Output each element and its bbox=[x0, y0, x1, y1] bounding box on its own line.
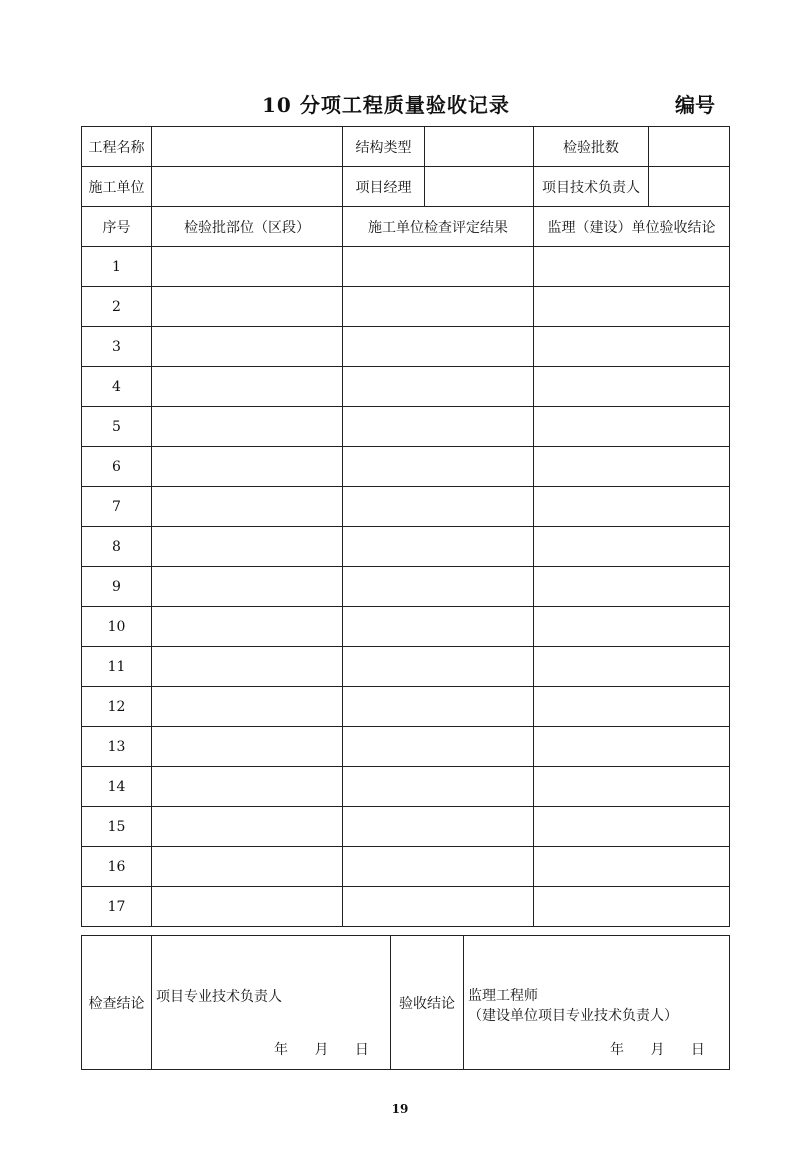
row-number: 8 bbox=[82, 527, 152, 567]
supervisor-result-cell[interactable] bbox=[534, 247, 730, 287]
table-row bbox=[82, 807, 730, 847]
contractor-result-cell[interactable] bbox=[343, 487, 534, 527]
contractor-result-cell[interactable] bbox=[343, 447, 534, 487]
contractor-result-cell[interactable] bbox=[343, 247, 534, 287]
contractor-result-cell[interactable] bbox=[343, 727, 534, 767]
contractor-result-cell[interactable] bbox=[343, 807, 534, 847]
location-cell[interactable] bbox=[152, 727, 343, 767]
column-header-supervisor-result: 监理（建设）单位验收结论 bbox=[534, 207, 730, 247]
title-number: 10 bbox=[262, 93, 292, 117]
batch-count-field[interactable] bbox=[649, 127, 730, 167]
title-text: 分项工程质量验收记录 bbox=[299, 93, 510, 117]
contractor-label: 施工单位 bbox=[82, 167, 152, 207]
inspection-date bbox=[252, 1039, 369, 1059]
acceptance-signer-note: （建设单位项目专业技术负责人） bbox=[468, 1008, 678, 1024]
column-header-location: 检验批部位（区段） bbox=[152, 207, 343, 247]
table-row bbox=[82, 247, 730, 287]
contractor-result-cell[interactable] bbox=[343, 287, 534, 327]
row-number: 6 bbox=[82, 447, 152, 487]
table-row bbox=[82, 687, 730, 727]
contractor-result-cell[interactable] bbox=[343, 367, 534, 407]
table-row bbox=[82, 847, 730, 887]
location-cell[interactable] bbox=[152, 647, 343, 687]
acceptance-year-label: 年 bbox=[610, 1042, 624, 1058]
project-name-label: 工程名称 bbox=[82, 127, 152, 167]
table-row bbox=[82, 647, 730, 687]
project-manager-field[interactable] bbox=[425, 167, 534, 207]
contractor-result-cell[interactable] bbox=[343, 327, 534, 367]
row-number: 4 bbox=[82, 367, 152, 407]
row-number: 1 bbox=[82, 247, 152, 287]
inspection-year-label: 年 bbox=[274, 1042, 288, 1058]
contractor-result-cell[interactable] bbox=[343, 687, 534, 727]
column-header-contractor-result: 施工单位检查评定结果 bbox=[343, 207, 534, 247]
row-number: 11 bbox=[82, 647, 152, 687]
supervisor-result-cell[interactable] bbox=[534, 447, 730, 487]
page-title bbox=[262, 89, 510, 118]
location-cell[interactable] bbox=[152, 807, 343, 847]
row-number: 12 bbox=[82, 687, 152, 727]
project-manager-label: 项目经理 bbox=[343, 167, 425, 207]
column-header-seq: 序号 bbox=[82, 207, 152, 247]
table-row bbox=[82, 567, 730, 607]
contractor-result-cell[interactable] bbox=[343, 567, 534, 607]
supervisor-result-cell[interactable] bbox=[534, 687, 730, 727]
location-cell[interactable] bbox=[152, 527, 343, 567]
row-number: 14 bbox=[82, 767, 152, 807]
supervisor-result-cell[interactable] bbox=[534, 727, 730, 767]
acceptance-signer bbox=[468, 986, 678, 1026]
supervisor-result-cell[interactable] bbox=[534, 487, 730, 527]
supervisor-result-cell[interactable] bbox=[534, 327, 730, 367]
contractor-result-cell[interactable] bbox=[343, 887, 534, 927]
tech-lead-field[interactable] bbox=[649, 167, 730, 207]
supervisor-result-cell[interactable] bbox=[534, 527, 730, 567]
location-cell[interactable] bbox=[152, 607, 343, 647]
row-number: 13 bbox=[82, 727, 152, 767]
structure-type-field[interactable] bbox=[425, 127, 534, 167]
row-number: 15 bbox=[82, 807, 152, 847]
acceptance-signer-label: 监理工程师 bbox=[468, 988, 538, 1004]
structure-type-label: 结构类型 bbox=[343, 127, 425, 167]
row-number: 16 bbox=[82, 847, 152, 887]
contractor-result-cell[interactable] bbox=[343, 847, 534, 887]
table-row bbox=[82, 887, 730, 927]
contractor-result-cell[interactable] bbox=[343, 767, 534, 807]
table-row bbox=[82, 367, 730, 407]
inspection-conclusion-label: 检查结论 bbox=[82, 936, 152, 1070]
record-table bbox=[81, 126, 730, 927]
inspection-day-label: 日 bbox=[354, 1042, 369, 1058]
acceptance-conclusion-cell[interactable] bbox=[464, 936, 730, 1070]
supervisor-result-cell[interactable] bbox=[534, 287, 730, 327]
table-row bbox=[82, 487, 730, 527]
project-name-field[interactable] bbox=[152, 127, 343, 167]
row-number: 7 bbox=[82, 487, 152, 527]
row-number: 5 bbox=[82, 407, 152, 447]
inspection-signer-label: 项目专业技术负责人 bbox=[156, 989, 282, 1005]
acceptance-date bbox=[588, 1039, 705, 1059]
acceptance-day-label: 日 bbox=[690, 1042, 705, 1058]
row-number: 17 bbox=[82, 887, 152, 927]
row-number: 3 bbox=[82, 327, 152, 367]
table-row bbox=[82, 767, 730, 807]
acceptance-month-label: 月 bbox=[650, 1042, 665, 1058]
contractor-result-cell[interactable] bbox=[343, 407, 534, 447]
conclusion-table bbox=[81, 935, 730, 1070]
table-row bbox=[82, 727, 730, 767]
table-row bbox=[82, 287, 730, 327]
location-cell[interactable] bbox=[152, 367, 343, 407]
supervisor-result-cell[interactable] bbox=[534, 887, 730, 927]
supervisor-result-cell[interactable] bbox=[534, 607, 730, 647]
row-number: 10 bbox=[82, 607, 152, 647]
contractor-result-cell[interactable] bbox=[343, 607, 534, 647]
inspection-month-label: 月 bbox=[314, 1042, 329, 1058]
tech-lead-label: 项目技术负责人 bbox=[534, 167, 649, 207]
row-number: 2 bbox=[82, 287, 152, 327]
supervisor-result-cell[interactable] bbox=[534, 367, 730, 407]
location-cell[interactable] bbox=[152, 407, 343, 447]
supervisor-result-cell[interactable] bbox=[534, 807, 730, 847]
supervisor-result-cell[interactable] bbox=[534, 407, 730, 447]
location-cell[interactable] bbox=[152, 887, 343, 927]
location-cell[interactable] bbox=[152, 487, 343, 527]
supervisor-result-cell[interactable] bbox=[534, 767, 730, 807]
batch-count-label: 检验批数 bbox=[534, 127, 649, 167]
page-number: 19 bbox=[391, 1102, 409, 1116]
acceptance-conclusion-label: 验收结论 bbox=[391, 936, 464, 1070]
contractor-result-cell[interactable] bbox=[343, 527, 534, 567]
table-row bbox=[82, 327, 730, 367]
contractor-result-cell[interactable] bbox=[343, 647, 534, 687]
location-cell[interactable] bbox=[152, 327, 343, 367]
location-cell[interactable] bbox=[152, 847, 343, 887]
table-row bbox=[82, 407, 730, 447]
contractor-field[interactable] bbox=[152, 167, 343, 207]
table-row bbox=[82, 447, 730, 487]
location-cell[interactable] bbox=[152, 287, 343, 327]
location-cell[interactable] bbox=[152, 567, 343, 607]
table-row bbox=[82, 527, 730, 567]
code-label: 编号 bbox=[675, 93, 715, 117]
inspection-conclusion-cell[interactable] bbox=[152, 936, 391, 1070]
location-cell[interactable] bbox=[152, 247, 343, 287]
location-cell[interactable] bbox=[152, 767, 343, 807]
record-rows bbox=[82, 247, 730, 927]
supervisor-result-cell[interactable] bbox=[534, 847, 730, 887]
location-cell[interactable] bbox=[152, 687, 343, 727]
table-row bbox=[82, 607, 730, 647]
location-cell[interactable] bbox=[152, 447, 343, 487]
supervisor-result-cell[interactable] bbox=[534, 647, 730, 687]
supervisor-result-cell[interactable] bbox=[534, 567, 730, 607]
row-number: 9 bbox=[82, 567, 152, 607]
